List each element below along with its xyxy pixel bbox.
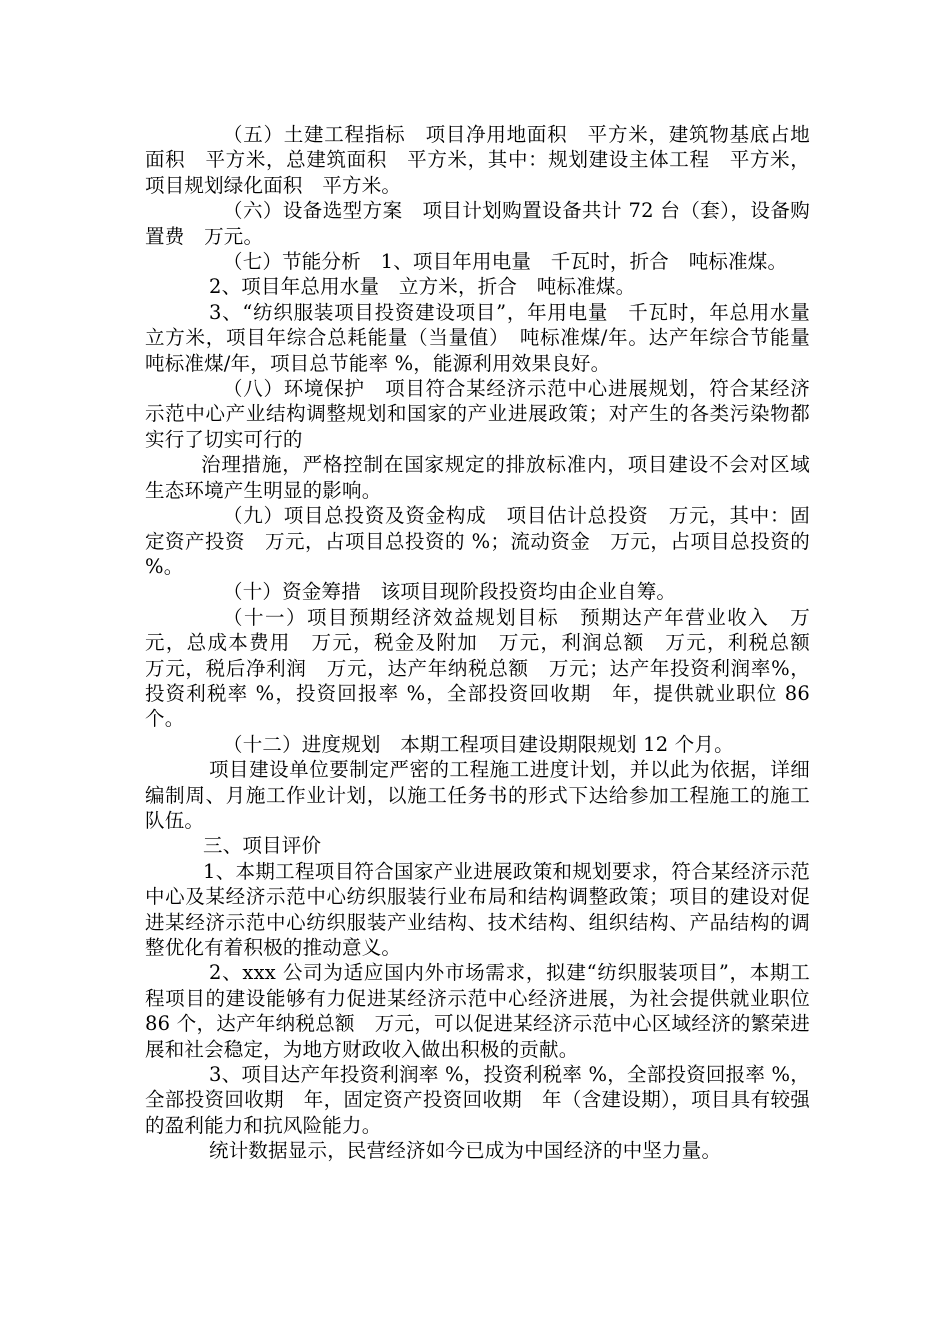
paragraph-civil-engineering: （五）土建工程指标 项目净用地面积 平方米，建筑物基底占地面积 平方米，总建筑面积 平方米，其中：规划建设主体工程 平方米，项目规划绿化面积 平方米。 bbox=[145, 123, 810, 197]
paragraph-fund-raising: （十）资金筹措 该项目现阶段投资均由企业自筹。 bbox=[223, 580, 677, 604]
paragraph-environment-continued: 治理措施，严格控制在国家规定的排放标准内，项目建设不会对区域生态环境产生明显的影响。 bbox=[145, 453, 810, 502]
paragraph-water-usage: 2、项目年总用水量 立方米，折合 吨标准煤。 bbox=[209, 275, 636, 299]
paragraph-energy-saving: （七）节能分析 1、项目年用电量 千瓦时，折合 吨标准煤。 bbox=[223, 250, 788, 274]
paragraph-environment: （八）环境保护 项目符合某经济示范中心进展规划，符合某经济示范中心产业结构调整规划和国家的产业进展政策；对产生的各类污染物都实行了切实可行的 bbox=[145, 377, 810, 451]
paragraph-evaluation-1: 1、本期工程项目符合国家产业进展政策和规划要求，符合某经济示范中心及某经济示范中心纺织服装行业布局和结构调整政策；项目的建设对促进某经济示范中心纺织服装产业结构、技术结构、组织结构、产品结构的调整优化有着积极的推动意义。 bbox=[145, 859, 810, 959]
paragraph-statistics: 统计数据显示，民营经济如今已成为中国经济的中坚力量。 bbox=[209, 1139, 722, 1163]
paragraph-construction-plan: 项目建设单位要制定严密的工程施工进度计划，并以此为依据，详细编制周、月施工作业计划，以施工任务书的形式下达给参加工程施工的施工队伍。 bbox=[145, 758, 810, 832]
paragraph-economic-benefit: （十一）项目预期经济效益规划目标 预期达产年营业收入 万元，总成本费用 万元，税金及附加 万元，利润总额 万元，利税总额 万元，税后净利润 万元，达产年纳税总额 万元；达产年投资利润率%，投资利税率 %，投资回报率 %，全部投资回收期 年，提供就业职位 86 个。 bbox=[145, 605, 830, 731]
section-heading-project-evaluation: 三、项目评价 bbox=[203, 834, 322, 858]
paragraph-energy-summary: 3、“纺织服装项目投资建设项目”，年用电量 千瓦时，年总用水量 立方米，项目年综合总耗能量（当量值） 吨标准煤/年。达产年综合节能量 吨标准煤/年，项目总节能率 %，能源利用效果良好。 bbox=[145, 300, 830, 375]
document-body bbox=[145, 122, 830, 1164]
paragraph-total-investment: （九）项目总投资及资金构成 项目估计总投资 万元，其中：固定资产投资 万元，占项目总投资的 %；流动资金 万元，占项目总投资的 %。 bbox=[145, 504, 810, 578]
paragraph-equipment: （六）设备选型方案 项目计划购置设备共计 72 台（套），设备购置费 万元。 bbox=[145, 199, 810, 248]
paragraph-evaluation-3: 3、项目达产年投资利润率 %，投资利税率 %，全部投资回报率 %，全部投资回收期 年，固定资产投资回收期 年（含建设期），项目具有较强的盈利能力和抗风险能力。 bbox=[145, 1063, 810, 1137]
paragraph-schedule: （十二）进度规划 本期工程项目建设期限规划 12 个月。 bbox=[223, 732, 734, 756]
paragraph-evaluation-2: 2、xxx 公司为适应国内外市场需求，拟建“纺织服装项目”，本期工程项目的建设能够有力促进某经济示范中心经济进展，为社会提供就业职位 86 个，达产年纳税总额 万元，可以促进某经济示范中心区域经济的繁荣进展和社会稳定，为地方财政收入做出积极的贡献。 bbox=[145, 961, 810, 1061]
